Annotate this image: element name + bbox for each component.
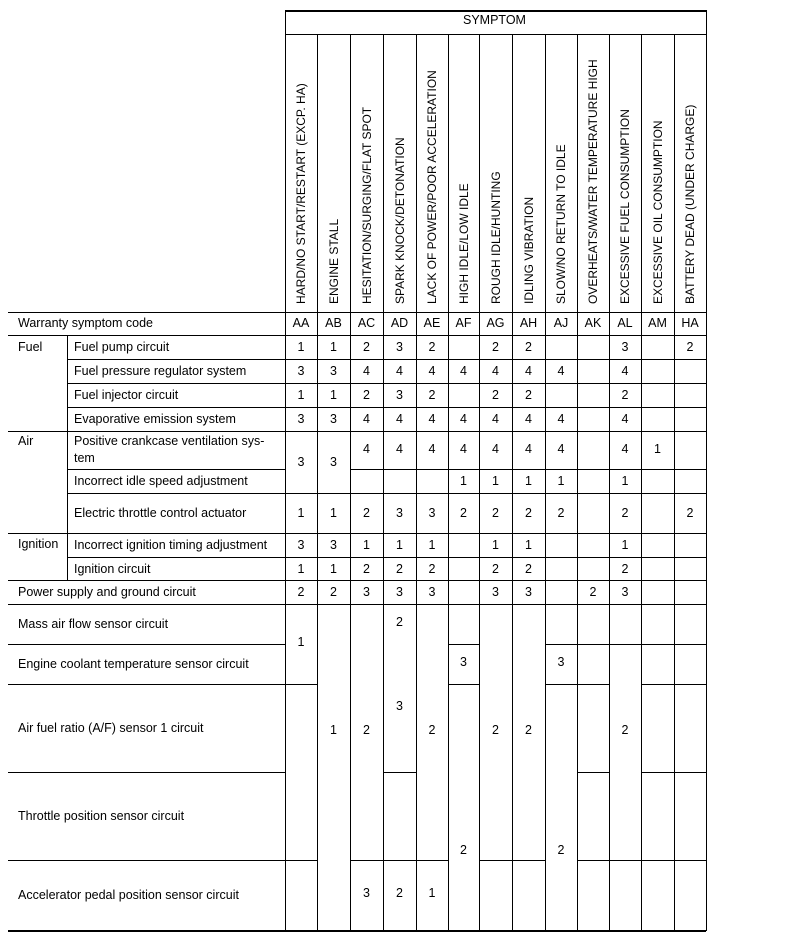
cell-r3-ag: 2	[492, 388, 499, 402]
cell-r2-aa: 3	[297, 364, 305, 378]
item-label-3: Fuel injector circuit	[74, 388, 179, 402]
item-label-11: Mass air flow sensor circuit	[18, 617, 169, 631]
cell-r6-aj: 1	[557, 474, 565, 488]
row-rule-warranty	[8, 335, 706, 336]
row-rule-ign-timing	[67, 557, 706, 558]
warranty-code-ak: AK	[584, 316, 602, 330]
row-rule-tps-a	[8, 860, 285, 861]
row-rule-af-b	[383, 772, 416, 773]
item-label-1: Fuel pump circuit	[74, 340, 170, 354]
cell-r3-al: 2	[621, 388, 629, 402]
cell-r1-ac: 2	[363, 340, 370, 354]
col-rule-af	[448, 34, 449, 931]
cell-r7-ac: 2	[363, 506, 370, 520]
row-rule-maf-b	[448, 644, 479, 645]
cell-r4-aj: 4	[557, 412, 565, 426]
cell-af-ab: 1	[330, 723, 337, 737]
cell-r3-ah: 2	[525, 388, 532, 402]
symptom-label-aa: HARD/NO START/RESTART (EXCP. HA)	[294, 83, 308, 304]
col-rule-right-edge	[706, 10, 707, 931]
item-label-7: Electric throttle control actuator	[74, 506, 247, 520]
cell-r10-ad: 3	[396, 585, 403, 599]
cell-r5-af: 4	[460, 442, 467, 456]
warranty-code-aj: AJ	[553, 316, 569, 330]
cell-apps-ae: 1	[428, 886, 436, 900]
header-bottom-rule	[8, 312, 706, 313]
cell-r5-ac: 4	[363, 442, 370, 456]
cell-r10-aa: 2	[297, 585, 305, 599]
cell-r10-ak: 2	[589, 585, 597, 599]
cell-r2-aj: 4	[557, 364, 565, 378]
cell-r1-ad: 3	[396, 340, 403, 354]
cell-r8-ae: 1	[428, 538, 436, 552]
cell-r2-af: 4	[460, 364, 467, 378]
cell-r3-aa: 1	[297, 388, 305, 402]
item-label-6: Incorrect idle speed adjustment	[74, 474, 248, 488]
cell-r7-ae: 3	[428, 506, 436, 520]
row-rule-fuel-injector	[67, 407, 706, 408]
cell-r3-ae: 2	[428, 388, 436, 402]
row-rule-ect-a	[8, 684, 317, 685]
col-rule-ab	[317, 34, 318, 931]
cell-r7-ah: 2	[525, 506, 532, 520]
row-rule-pcv-b	[350, 469, 706, 470]
row-rule-evap	[8, 431, 706, 432]
cell-r7-aj: 2	[557, 506, 565, 520]
symptom-label-ha: BATTERY DEAD (UNDER CHARGE)	[683, 104, 697, 304]
col-rule-ha	[674, 34, 675, 931]
cell-r2-ad: 4	[396, 364, 403, 378]
symptom-label-ak: OVERHEATS/WATER TEMPERATURE HIGH	[586, 59, 600, 304]
cell-r1-ah: 2	[525, 340, 532, 354]
cell-r8-ag: 1	[492, 538, 499, 552]
cell-af-ac: 2	[363, 723, 370, 737]
group-label-fuel: Fuel	[18, 340, 43, 354]
cell-r5-ae: 4	[428, 442, 436, 456]
row-rule-ect-d	[577, 684, 609, 685]
warranty-code-ah: AH	[519, 316, 538, 330]
cell-r8-ac: 1	[363, 538, 370, 552]
item-label-10: Power supply and ground circuit	[18, 585, 196, 599]
cell-r4-aa: 3	[297, 412, 305, 426]
cell-r4-ah: 4	[525, 412, 532, 426]
cell-apps-ac: 3	[363, 886, 370, 900]
warranty-code-al: AL	[617, 316, 633, 330]
warranty-code-am: AM	[648, 316, 667, 330]
cell-r5-ab: 3	[330, 455, 337, 469]
cell-r6-af: 1	[460, 474, 467, 488]
cell-r8-ah: 1	[525, 538, 532, 552]
cell-r9-ag: 2	[492, 561, 499, 576]
cell-r2-ac: 4	[363, 364, 370, 378]
cell-ect-af: 3	[460, 655, 467, 669]
cell-r8-al: 1	[621, 538, 629, 552]
cell-maf-aa: 1	[297, 635, 305, 649]
row-rule-ect-c	[545, 684, 577, 685]
item-label-15: Accelerator pedal position sensor circuit	[18, 888, 239, 902]
cell-r9-aa: 1	[297, 561, 305, 576]
cell-r9-ab: 1	[330, 561, 337, 576]
cell-r7-al: 2	[621, 506, 629, 520]
cell-r7-aa: 1	[297, 506, 305, 520]
cell-r10-al: 3	[621, 585, 629, 599]
row-rule-power	[8, 604, 706, 605]
row-rule-fuel-pressure	[67, 383, 706, 384]
symptom-label-ab: ENGINE STALL	[326, 218, 341, 304]
cell-r10-ah: 3	[525, 585, 532, 599]
cell-r2-ah: 4	[525, 364, 532, 378]
item-label-9: Ignition circuit	[74, 561, 151, 576]
warranty-code-ha: HA	[681, 316, 699, 330]
cell-r5-ag: 4	[492, 442, 499, 456]
header-top-rule	[285, 10, 706, 12]
cell-r7-ad: 3	[396, 506, 403, 520]
row-rule-idle	[67, 493, 706, 494]
col-rule-aj	[545, 34, 546, 931]
cell-r8-ab: 3	[330, 538, 337, 552]
cell-r10-ag: 3	[492, 585, 499, 599]
cell-r6-ah: 1	[525, 474, 532, 488]
row-rule-maf-a	[8, 644, 285, 645]
symptom-label-ad: SPARK KNOCK/DETONATION	[392, 137, 407, 304]
cell-r9-ah: 2	[525, 561, 532, 576]
cell-r5-am: 1	[654, 442, 661, 456]
cell-r1-ha: 2	[686, 340, 694, 354]
cell-r10-ab: 2	[330, 585, 337, 599]
cell-r7-ab: 1	[330, 506, 337, 520]
item-label-pcv-line1: Positive crankcase ventilation sys-	[74, 434, 265, 448]
cell-r1-ae: 2	[428, 340, 436, 354]
item-label-14: Throttle position sensor circuit	[18, 809, 185, 823]
cell-r4-ag: 4	[492, 412, 499, 426]
symptom-header-rule	[285, 34, 706, 35]
row-rule-fuel-pump	[67, 359, 706, 360]
cell-af-ah: 2	[525, 723, 532, 737]
col-rule-am	[641, 34, 642, 931]
warranty-code-ae: AE	[423, 316, 441, 330]
cell-r3-ab: 1	[330, 388, 337, 402]
col-rule-ak	[577, 34, 578, 931]
cell-tps-aj: 2	[557, 843, 565, 857]
symptom-label-aj: SLOW/NO RETURN TO IDLE	[554, 144, 568, 304]
cell-r4-ac: 4	[363, 412, 370, 426]
cell-r9-al: 2	[621, 561, 629, 576]
cell-af-ag: 2	[492, 723, 499, 737]
cell-r9-ad: 2	[396, 561, 403, 576]
cell-r7-af: 2	[460, 506, 467, 520]
warranty-code-aa: AA	[292, 316, 310, 330]
cell-r7-ha: 2	[686, 506, 694, 520]
row-rule-tps-b	[285, 860, 317, 861]
row-rule-pcv-a	[67, 469, 285, 470]
row-rule-tps-c	[350, 860, 448, 861]
cell-r5-aj: 4	[557, 442, 565, 456]
cell-r1-ab: 1	[330, 340, 337, 354]
cell-r4-af: 4	[460, 412, 467, 426]
col-rule-ad	[383, 34, 384, 931]
cell-r2-ag: 4	[492, 364, 499, 378]
cell-maf-ad: 2	[396, 615, 403, 629]
cell-r8-aa: 3	[297, 538, 305, 552]
cell-r1-aa: 1	[297, 340, 305, 354]
cell-r6-al: 1	[621, 474, 629, 488]
item-label-pcv-line2: tem	[74, 451, 95, 465]
cell-r1-al: 3	[621, 340, 629, 354]
cell-r3-ac: 2	[363, 388, 370, 402]
item-label-12: Engine coolant temperature sensor circuit	[18, 657, 249, 671]
cell-r1-ag: 2	[492, 340, 499, 354]
warranty-code-ac: AC	[357, 316, 376, 330]
cell-r4-ae: 4	[428, 412, 436, 426]
row-rule-ect-b	[448, 684, 479, 685]
cell-r6-ag: 1	[492, 474, 499, 488]
group-label-air: Air	[18, 434, 34, 448]
warranty-label: Warranty symptom code	[18, 316, 153, 330]
cell-r7-ag: 2	[492, 506, 499, 520]
cell-r2-al: 4	[621, 364, 629, 378]
cell-r5-ad: 4	[396, 442, 403, 456]
symptom-label-ac: HESITATION/SURGING/FLAT SPOT	[359, 106, 374, 304]
col-rule-ae	[416, 34, 417, 931]
symptom-label-ah: IDLING VIBRATION	[521, 196, 536, 304]
cell-r2-ab: 3	[330, 364, 337, 378]
col-rule-item-left	[285, 10, 286, 931]
item-label-2: Fuel pressure regulator system	[74, 364, 247, 378]
item-label-4: Evaporative emission system	[74, 412, 236, 426]
cell-r10-ac: 3	[363, 585, 370, 599]
row-rule-af-c	[577, 772, 609, 773]
cell-r3-ad: 3	[396, 388, 403, 402]
group-label-ignition: Ignition	[18, 537, 59, 551]
cell-r9-ae: 2	[428, 561, 436, 576]
cell-r2-ae: 4	[428, 364, 436, 378]
warranty-code-af: AF	[455, 316, 472, 330]
cell-af-al: 2	[621, 723, 629, 737]
item-label-13: Air fuel ratio (A/F) sensor 1 circuit	[18, 721, 204, 735]
col-rule-al	[609, 34, 610, 931]
symptom-header: SYMPTOM	[463, 13, 526, 27]
cell-r5-aa: 3	[297, 455, 305, 469]
col-rule-ah	[512, 34, 513, 931]
row-rule-etc	[8, 533, 706, 534]
cell-apps-ad: 2	[396, 886, 403, 900]
cell-r4-al: 4	[621, 412, 629, 426]
symptom-label-ag: ROUGH IDLE/HUNTING	[488, 171, 503, 304]
cell-af-ad: 3	[396, 699, 403, 713]
warranty-code-ad: AD	[390, 316, 409, 330]
warranty-code-ag: AG	[486, 316, 505, 330]
cell-r5-al: 4	[621, 442, 629, 456]
cell-tps-af: 2	[460, 843, 467, 857]
symptom-label-af: HIGH IDLE/LOW IDLE	[456, 183, 471, 304]
cell-r4-ab: 3	[330, 412, 337, 426]
symptom-label-am: EXCESSIVE OIL CONSUMPTION	[650, 120, 665, 304]
cell-r8-ad: 1	[396, 538, 403, 552]
table-bottom-rule	[8, 930, 706, 932]
cell-ect-aj: 3	[557, 655, 565, 669]
cell-af-ae: 2	[428, 723, 436, 737]
col-rule-ag	[479, 34, 480, 931]
row-rule-maf-c	[545, 644, 706, 645]
cell-r4-ad: 4	[396, 412, 403, 426]
col-rule-group	[67, 335, 68, 580]
symptom-label-ae: LACK OF POWER/POOR ACCELERATION	[425, 70, 439, 304]
warranty-code-ab: AB	[325, 316, 342, 330]
cell-r9-ac: 2	[363, 561, 370, 576]
symptom-label-al: EXCESSIVE FUEL CONSUMPTION	[618, 109, 632, 304]
row-rule-af-a	[8, 772, 285, 773]
col-rule-ac	[350, 34, 351, 931]
item-label-8: Incorrect ignition timing adjustment	[74, 538, 268, 552]
cell-r10-ae: 3	[428, 585, 436, 599]
row-rule-ign-circuit	[8, 580, 706, 581]
cell-r5-ah: 4	[525, 442, 532, 456]
